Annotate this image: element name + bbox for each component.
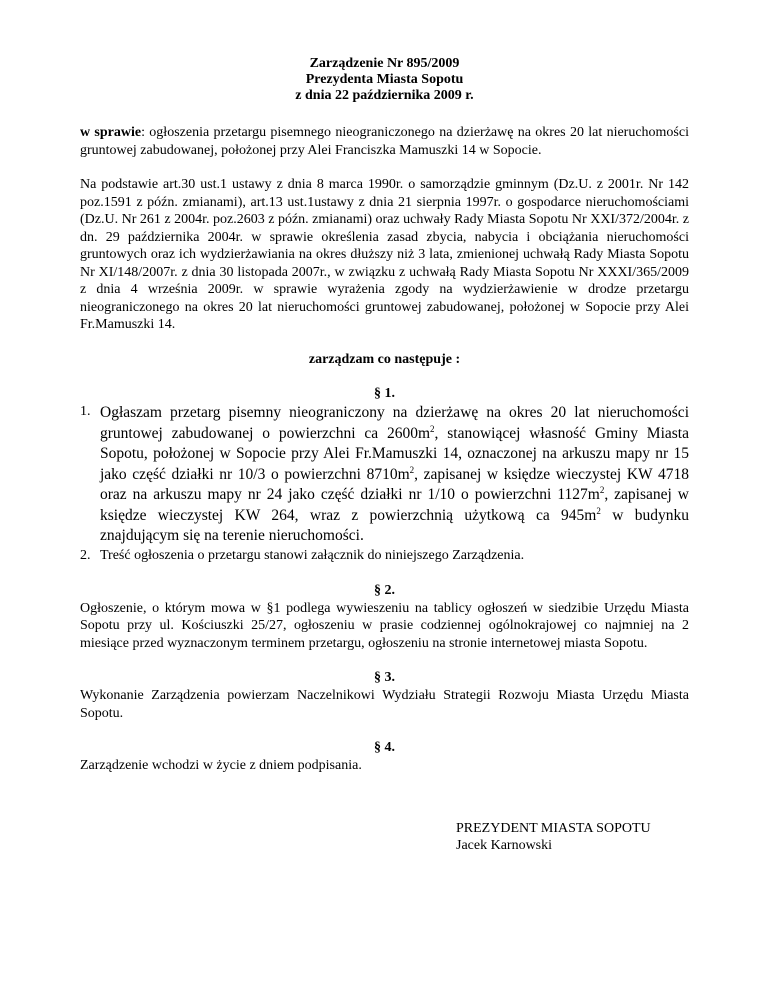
- list-item-number: 1.: [80, 404, 91, 419]
- section-3-text: Wykonanie Zarządzenia powierzam Naczelnikowi Wydziału Strategii Rozwoju Miasta Urzędu Miasta Sopotu.: [80, 688, 689, 721]
- decree-line: zarządzam co następuje :: [308, 351, 461, 367]
- signature-title: PREZYDENT MIASTA SOPOTU: [456, 821, 651, 836]
- superscript: 2: [430, 423, 435, 434]
- subject-text: : ogłoszenia przetargu pisemnego nieograniczonego na dzierżawę na okres 20 lat nieruchomości gruntowej zabudowanej, położonej przy Alei Franciszka Mamuszki 14 w Sopocie.: [80, 125, 689, 158]
- title-line-date: z dnia 22 października 2009 r.: [295, 88, 474, 103]
- superscript: 2: [596, 505, 601, 516]
- list-item: [80, 403, 689, 547]
- document-title: [80, 56, 689, 104]
- signature-block: [456, 820, 651, 854]
- section-3-heading: § 3.: [374, 670, 395, 685]
- item-text: Treść ogłoszenia o przetargu stanowi załącznik do niniejszego Zarządzenia.: [100, 547, 525, 563]
- list-item: [80, 547, 689, 565]
- section-4-text: Zarządzenie wchodzi w życie z dniem podpisania.: [80, 758, 362, 773]
- section-1-list: [80, 403, 689, 565]
- section-1-heading: § 1.: [374, 386, 395, 401]
- superscript: 2: [409, 464, 415, 475]
- superscript: 2: [599, 484, 605, 495]
- section-4-heading: § 4.: [374, 740, 395, 755]
- section-2-heading: § 2.: [374, 582, 395, 598]
- document-page: [80, 56, 689, 775]
- subject-label: w sprawie: [80, 125, 142, 140]
- item-text: , zapisanej w księdze wieczystej KW 4718 oraz na arkuszu mapy nr 24 jako część działki nr 1/10 o powierzchni 1127m: [100, 465, 689, 503]
- signature-name: Jacek Karnowski: [456, 838, 553, 853]
- item-text: w budynku znajdującym się na terenie nieruchomości.: [100, 506, 689, 544]
- legal-basis-paragraph: Na podstawie art.30 ust.1 ustawy z dnia 8 marca 1990r. o samorządzie gminnym (Dz.U. z 2001r. Nr 142 poz.1591 z późn. zmianami), art.13 ust.1ustawy z dnia 21 sierpnia 1997r. o gospodarce nieruchomościami (Dz.U. Nr 261 z 2004r. poz.2603 z późn. zmianami) oraz uchwały Rady Miasta Sopotu Nr XXI/372/2004r. z dn. 29 października 2004r. w sprawie określenia zasad zbycia, nabycia i obciążania nieruchomości gruntowych oraz ich wydzierżawiania na okres dłuższy niż 3 lata, zmienionej uchwałą Rady Miasta Sopotu Nr XI/148/2007r. z dnia 30 listopada 2007r., w związku z uchwałą Rady Miasta Sopotu Nr XXXI/365/2009 z dnia 4 września 2009r. w sprawie wyrażenia zgody na wydzierżawienie w drodze przetargu nieograniczonego na okres 20 lat nieruchomości gruntowej zabudowanej, położonej w Sopocie przy Alei Fr.Mamuszki 14.: [80, 177, 689, 332]
- item-text: , stanowiącej własność Gminy Miasta Sopotu, położonej w Sopocie przy Alei Fr.Mamuszki 14, oznaczonej na arkuszu mapy nr 15 jako część działki nr 10/3 o powierzchni 8710m: [100, 424, 689, 483]
- section-2-text: Ogłoszenie, o którym mowa w §1 podlega wywieszeniu na tablicy ogłoszeń w siedzibie Urzędu Miasta Sopotu przy ul. Kościuszki 25/27, ogłoszeniu w prasie codziennej ogólnokrajowej co najmniej na 2 miesiące przed wyznaczonym terminem przetargu, ogłoszeniu na stronie internetowej miasta Sopotu.: [80, 600, 689, 651]
- title-line-issuer: Prezydenta Miasta Sopotu: [305, 72, 464, 87]
- title-line-number: Zarządzenie Nr 895/2009: [309, 56, 460, 71]
- item-text: , zapisanej w księdze wieczystej KW 264, wraz z powierzchnią użytkową ca 945m: [100, 486, 690, 524]
- subject-paragraph: [80, 124, 689, 159]
- list-item-number: 2.: [80, 547, 91, 563]
- item-text: Ogłaszam przetarg pisemny nieograniczony na dzierżawę na okres 20 lat nieruchomości gruntowej zabudowanej o powierzchni ca 2600m: [100, 404, 689, 442]
